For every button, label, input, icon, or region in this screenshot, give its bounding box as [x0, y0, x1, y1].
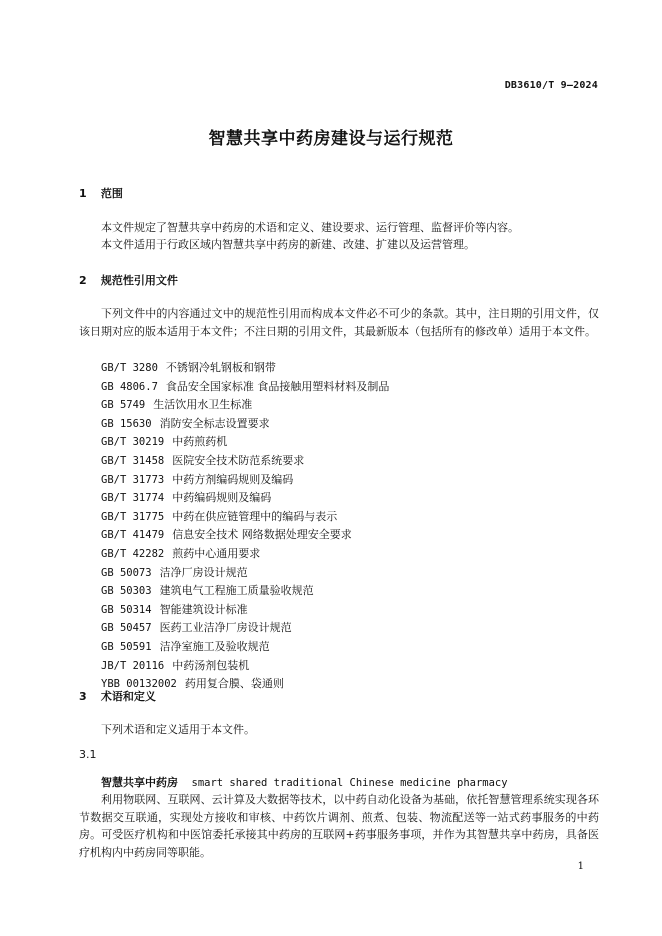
- reference-title: 信息安全技术 网络数据处理安全要求: [172, 528, 352, 542]
- reference-code: GB 50073: [101, 566, 152, 579]
- term-entry: [101, 774, 508, 790]
- reference-item: [101, 396, 389, 415]
- reference-item: [101, 433, 389, 452]
- reference-title: 建筑电气工程施工质量验收规范: [159, 584, 314, 598]
- reference-code: GB 50591: [101, 640, 152, 653]
- reference-item: [101, 526, 389, 545]
- reference-title: 消防安全标志设置要求: [159, 416, 270, 430]
- reference-code: GB/T 41479: [101, 529, 165, 542]
- reference-item: [101, 471, 389, 490]
- section-title: 规范性引用文件: [100, 274, 178, 287]
- reference-code: GB 50303: [101, 585, 152, 598]
- scope-paragraph-2: 本文件适用于行政区域内智慧共享中药房的新建、改建、扩建以及运营管理。: [101, 238, 475, 251]
- reference-title: 洁净室施工及验收规范: [159, 639, 270, 653]
- term-english: smart shared traditional Chinese medicine pharmacy: [191, 777, 508, 789]
- reference-code: GB 5749: [101, 399, 146, 412]
- document-title: 智慧共享中药房建设与运行规范: [208, 129, 454, 149]
- reference-item: [101, 601, 389, 620]
- reference-title: 生活饮用水卫生标准: [153, 398, 253, 412]
- reference-code: GB 15630: [101, 417, 152, 430]
- reference-code: GB 4806.7: [101, 380, 158, 393]
- reference-item: [101, 378, 389, 397]
- reference-code: GB 50314: [101, 603, 152, 616]
- reference-item: [101, 415, 389, 434]
- reference-item: [101, 545, 389, 564]
- clause-number: 3.1: [79, 748, 97, 761]
- reference-item: [101, 638, 389, 657]
- page-number: 1: [577, 861, 584, 872]
- reference-code: GB/T 42282: [101, 547, 165, 560]
- section-heading-scope: [79, 185, 123, 201]
- reference-title: 中药在供应链管理中的编码与表示: [172, 509, 338, 523]
- reference-code: JB/T 20116: [101, 659, 165, 672]
- reference-item: [101, 359, 389, 378]
- reference-item: [101, 619, 389, 638]
- reference-title: 智能建筑设计标准: [159, 602, 248, 616]
- reference-title: 不锈钢冷轧钢板和钢带: [165, 361, 276, 374]
- term-definition: 利用物联网、互联网、云计算及大数据等技术，以中药自动化设备为基础，依托智慧管理系统实现各环节数据交互联通，实现处方接收和审核、中药饮片调剂、煎煮、包装、物流配送等一站式药事服务的中药房。可受医疗机构和中医馆委托承接其中药房的互联网+药事服务事项，并作为其智慧共享中药房，具备医疗机构内中药房同等职能。: [79, 793, 599, 859]
- section-number: 1: [79, 187, 87, 200]
- reference-title: 医药工业洁净厂房设计规范: [159, 621, 292, 635]
- reference-title: 中药编码规则及编码: [172, 491, 272, 505]
- reference-list: [101, 359, 389, 694]
- reference-item: [101, 582, 389, 601]
- reference-code: GB/T 31458: [101, 454, 165, 467]
- reference-code: YBB 00132002: [101, 678, 177, 691]
- reference-title: 中药汤剂包装机: [172, 658, 250, 672]
- section-heading-terms: [79, 688, 156, 704]
- reference-code: GB/T 31773: [101, 473, 165, 486]
- reference-title: 中药方剂编码规则及编码: [172, 472, 294, 486]
- reference-title: 煎药中心通用要求: [172, 546, 261, 560]
- section-heading-references: [79, 272, 178, 288]
- term-chinese: 智慧共享中药房: [101, 776, 178, 789]
- section-number: 3: [79, 690, 87, 703]
- section-title: 术语和定义: [100, 690, 156, 703]
- reference-item: [101, 657, 389, 676]
- reference-title: 药用复合膜、袋通则: [184, 677, 284, 691]
- reference-title: 食品安全国家标准 食品接触用塑料材料及制品: [165, 379, 390, 393]
- reference-code: GB 50457: [101, 622, 152, 635]
- reference-code: GB/T 3280: [101, 362, 158, 374]
- reference-item: [101, 564, 389, 583]
- reference-item: [101, 508, 389, 527]
- standard-code: DB3610/T 9—2024: [504, 80, 598, 91]
- reference-code: GB/T 30219: [101, 436, 165, 449]
- reference-title: 中药煎药机: [172, 435, 228, 449]
- scope-paragraph-1: 本文件规定了智慧共享中药房的术语和定义、建设要求、运行管理、监督评价等内容。: [101, 221, 519, 234]
- reference-title: 洁净厂房设计规范: [159, 565, 248, 579]
- reference-item: [101, 489, 389, 508]
- reference-item: [101, 452, 389, 471]
- reference-title: 医院安全技术防范系统要求: [172, 453, 305, 467]
- reference-code: GB/T 31775: [101, 510, 165, 523]
- references-intro: 下列文件中的内容通过文中的规范性引用而构成本文件必不可少的条款。其中，注日期的引用文件，仅该日期对应的版本适用于本文件；不注日期的引用文件，其最新版本（包括所有的修改单）适用于本文件。: [79, 307, 599, 338]
- section-title: 范围: [100, 187, 123, 200]
- reference-code: GB/T 31774: [101, 492, 165, 505]
- section-number: 2: [79, 274, 87, 287]
- terms-intro: 下列术语和定义适用于本文件。: [101, 723, 255, 736]
